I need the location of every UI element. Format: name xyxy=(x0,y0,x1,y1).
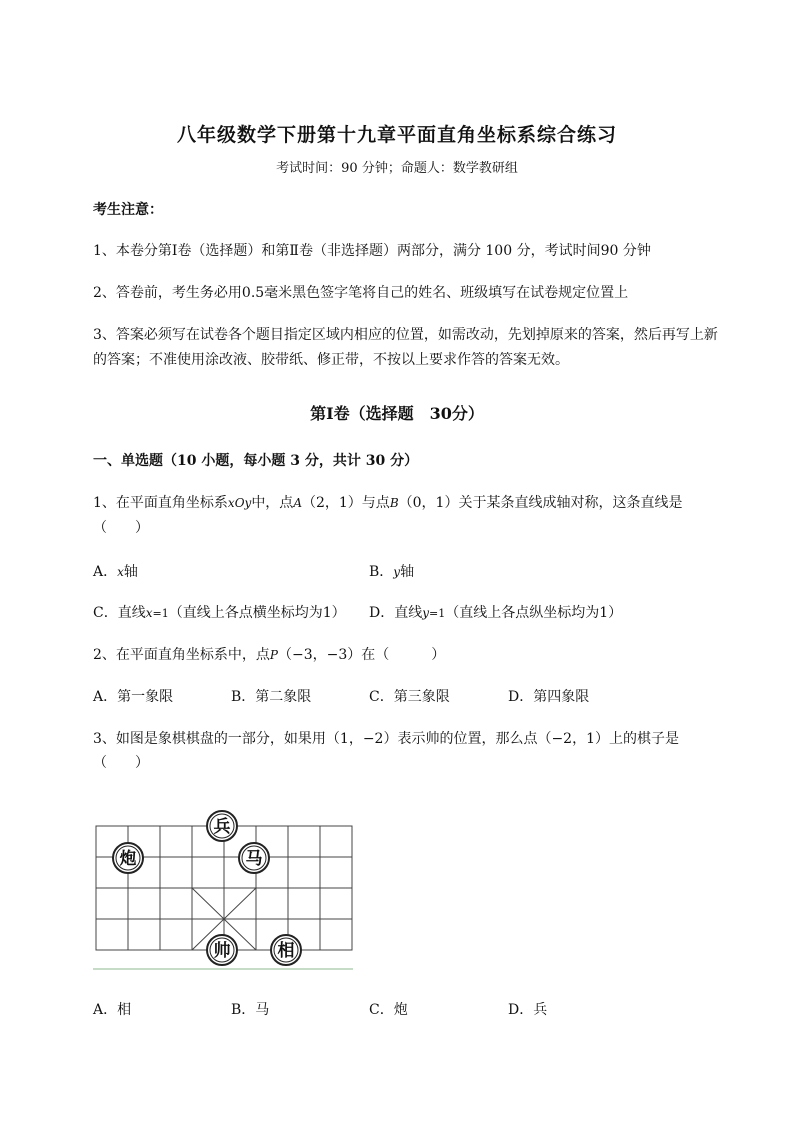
q1-option-a-var: x xyxy=(117,565,124,579)
q1-option-c[interactable] xyxy=(93,603,346,624)
q1-stem-mid: 中，点 xyxy=(251,495,294,511)
q1-option-d-eq: =1 xyxy=(429,607,446,620)
q1-option-b-text: 轴 xyxy=(400,564,415,580)
q1-option-c-eq: =1 xyxy=(152,607,169,620)
q2-option-d[interactable]: D．第四象限 xyxy=(508,689,590,705)
notice-heading: 考生注意： xyxy=(93,202,163,218)
q3-option-a[interactable]: A．相 xyxy=(93,1002,132,1018)
figure-baseline xyxy=(93,968,353,970)
piece-ma xyxy=(239,843,269,873)
q1-option-a-text: 轴 xyxy=(123,564,138,580)
q3-option-c[interactable]: C．炮 xyxy=(369,1002,408,1018)
question-1-blank: （ ） xyxy=(93,520,149,536)
chess-board-svg xyxy=(90,805,360,975)
question-3-blank: （ ） xyxy=(93,755,149,771)
piece-bing-label: 兵 xyxy=(213,817,231,837)
q1-coord-b: （0，1）关于某条直线成轴对称，这条直线是 xyxy=(398,495,683,511)
q1-point-b: B xyxy=(389,496,399,510)
piece-xiang-label: 相 xyxy=(277,941,295,961)
q1-option-b-var: y xyxy=(393,565,401,579)
part-heading: 一、单选题（10 小题，每小题 3 分，共计 30 分） xyxy=(93,453,419,469)
piece-shuai xyxy=(207,935,237,965)
q2-stem-pre: 2、在平面直角坐标系中，点 xyxy=(93,647,270,663)
q2-stem-post: （−3，−3）在（ ） xyxy=(278,647,446,663)
q2-option-a[interactable]: A．第一象限 xyxy=(93,689,174,705)
piece-bing xyxy=(207,811,237,841)
question-1-stem xyxy=(93,493,682,513)
piece-pao xyxy=(113,843,143,873)
q1-option-b-label: B． xyxy=(369,564,394,580)
q1-option-d-label: D．直线 xyxy=(369,605,423,621)
q2-option-c[interactable]: C．第三象限 xyxy=(369,689,450,705)
q1-option-b[interactable] xyxy=(369,562,414,582)
q1-option-d-var: y xyxy=(422,606,430,620)
piece-ma-label: 马 xyxy=(245,849,263,869)
piece-shuai-label: 帅 xyxy=(213,941,231,961)
piece-pao-label: 炮 xyxy=(119,849,137,869)
section-title: 第Ⅰ卷（选择题 30分） xyxy=(310,404,484,423)
q1-stem-pre: 1、在平面直角坐标系 xyxy=(93,495,228,511)
question-2-stem xyxy=(93,645,445,665)
piece-xiang xyxy=(271,935,301,965)
notice-item-3: 3、答案必须写在试卷各个题目指定区域内相应的位置，如需改动，先划掉原来的答案，然后再写上新 xyxy=(93,327,718,343)
notice-item-3-cont: 的答案；不准使用涂改液、胶带纸、修正带，不按以上要求作答的答案无效。 xyxy=(93,352,569,368)
q1-option-c-label: C．直线 xyxy=(93,605,146,621)
q1-option-a-label: A． xyxy=(93,564,118,580)
q1-option-d-text: （直线上各点纵坐标均为1） xyxy=(445,605,623,621)
q2-point: P xyxy=(269,648,278,662)
q1-option-d[interactable] xyxy=(369,603,622,624)
chess-board-figure xyxy=(90,805,360,975)
q1-coord-a: （2，1）与点 xyxy=(301,495,390,511)
q1-option-a[interactable] xyxy=(93,562,138,582)
q1-point-a: A xyxy=(293,496,302,510)
page-title: 八年级数学下册第十九章平面直角坐标系综合练习 xyxy=(176,124,617,146)
q1-var: xOy xyxy=(227,496,252,510)
question-3-stem: 3、如图是象棋棋盘的一部分，如果用（1，−2）表示帅的位置，那么点（−2，1）上的棋子是 xyxy=(93,731,679,747)
q1-option-c-text: （直线上各点横坐标均为1） xyxy=(168,605,346,621)
q1-option-c-var: x xyxy=(145,606,153,620)
q3-option-d[interactable]: D．兵 xyxy=(508,1002,548,1018)
notice-item-2: 2、答卷前，考生务必用0.5毫米黑色签字笔将自己的姓名、班级填写在试卷规定位置上 xyxy=(93,285,629,301)
exam-subtitle: 考试时间：90 分钟；命题人：数学教研组 xyxy=(276,161,518,176)
q3-option-b[interactable]: B．马 xyxy=(231,1002,270,1018)
notice-item-1: 1、本卷分第Ⅰ卷（选择题）和第Ⅱ卷（非选择题）两部分，满分 100 分，考试时间90 分钟 xyxy=(93,243,651,259)
q2-option-b[interactable]: B．第二象限 xyxy=(231,689,312,705)
